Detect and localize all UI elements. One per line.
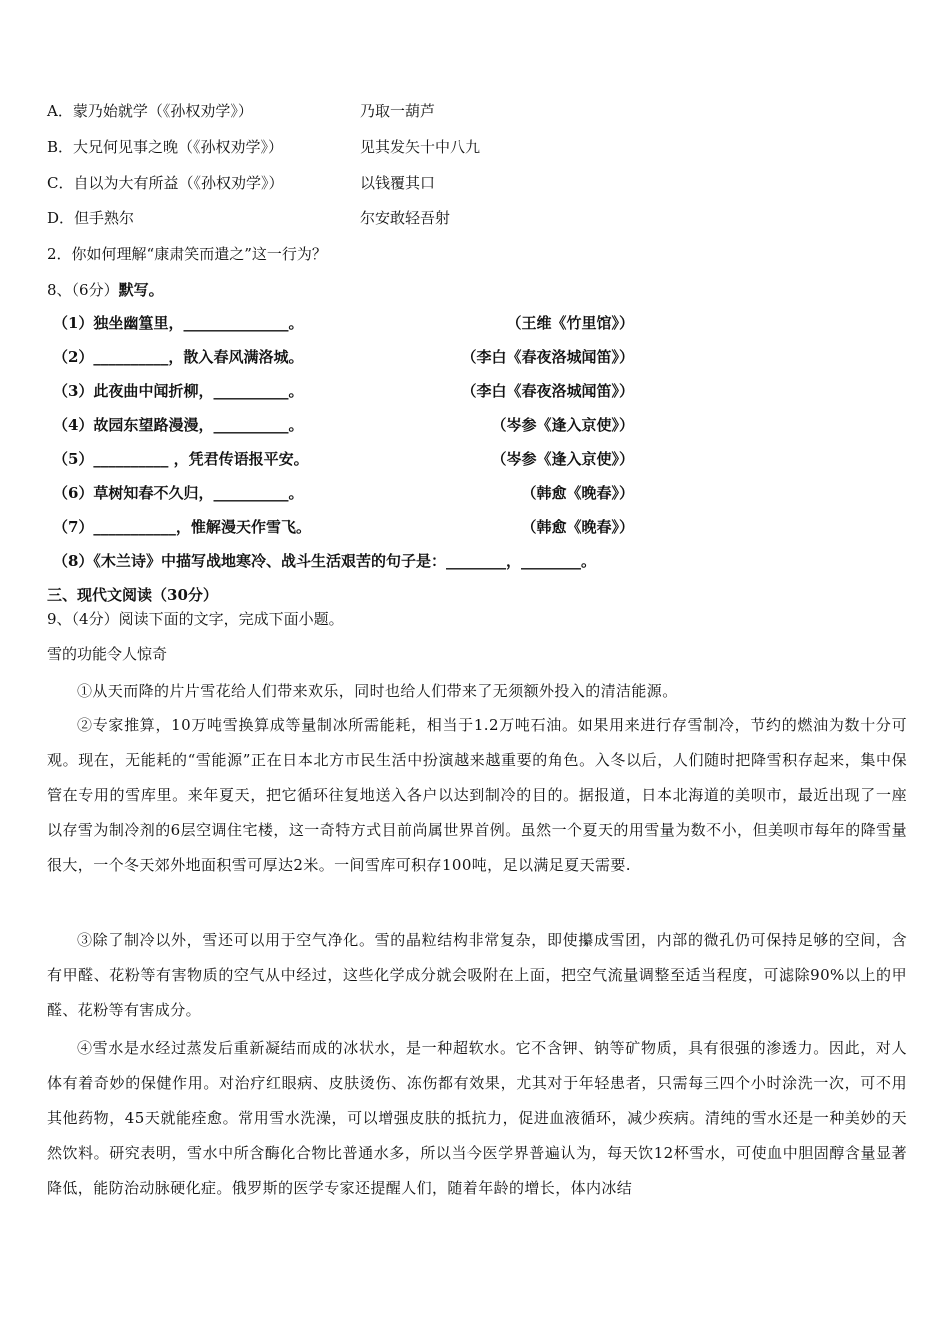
option-b-pair: 见其发矢十中八九 [360,138,481,156]
option-a-pair: 乃取一葫芦 [360,102,436,120]
dictation-item-1: （1）独坐幽篁里，______________。 [53,314,304,332]
dictation-source-5: （岑参《逢入京使》） [491,450,634,468]
option-d: D．但手熟尔 [47,209,135,227]
article-paragraph-4: ④雪水是水经过蒸发后重新凝结而成的冰状水，是一种超软水。它不含钾、钠等矿物质，具有很强的渗透力。因此，对人体有着奇妙的保健作用。对治疗红眼病、皮肤烫伤、冻伤都有效果，尤其对于年轻患者，只需每三四个小时涂洗一次，可不用其他药物，45天就能痊愈。常用雪水洗澡，可以增强皮肤的抵抗力，促进血液循环，减少疾病。清纯的雪水还是一种美妙的天然饮料。研究表明，雪水中所含酶化合物比普通水多，所以当今医学界普遍认为，每天饮12杯雪水，可使血中胆固醇含量显著降低，能防治动脉硬化症。俄罗斯的医学专家还提醒人们，随着年龄的增长，体内冰结 [47,1039,907,1197]
dictation-item-4: （4）故园东望路漫漫，__________。 [53,416,304,434]
dictation-item-7: （7）___________，惟解漫天作雪飞。 [53,518,311,536]
dictation-source-6: （韩愈《晚春》） [521,484,634,502]
dictation-source-1: （王维《竹里馆》） [506,314,634,332]
section-3-heading: 三、现代文阅读（30分） [47,586,218,604]
dictation-source-4: （岑参《逢入京使》） [491,416,634,434]
article-paragraph-2: ②专家推算，10万吨雪换算成等量制冰所需能耗，相当于1.2万吨石油。如果用来进行存雪制冷，节约的燃油为数十分可观。现在，无能耗的“雪能源”正在日本北方市民生活中扮演越来越重要的角色。入冬以后，人们随时把降雪积存起来，集中保管在专用的雪库里。来年夏天，把它循环往复地送入各户以达到制冷的目的。据报道，日本北海道的美呗市，最近出现了一座以存雪为制冷剂的6层空调住宅楼，这一奇特方式目前尚属世界首例。虽然一个夏天的用雪量为数不小，但美呗市每年的降雪量很大，一个冬天郊外地面积雪可厚达2米。一间雪库可积存100吨，足以满足夏天需要. [47,716,907,874]
option-d-pair: 尔安敢轻吾射 [360,209,451,227]
article-paragraph-1: ①从天而降的片片雪花给人们带来欢乐，同时也给人们带来了无须额外投入的清洁能源。 [77,682,678,700]
dictation-source-7: （韩愈《晚春》） [521,518,634,536]
article-paragraph-3: ③除了制冷以外，雪还可以用于空气净化。雪的晶粒结构非常复杂，即使攥成雪团，内部的微孔仍可保持足够的空间，含有甲醛、花粉等有害物质的空气从中经过，这些化学成分就会吸附在上面，把空气流量调整至适当程度，可滤除90%以上的甲醛、花粉等有害成分。 [47,931,907,1019]
dictation-item-2: （2）__________，散入春风满洛城。 [53,348,304,366]
option-c-pair: 以钱覆其口 [360,174,436,192]
dictation-source-3: （李白《春夜洛城闻笛》） [461,382,634,400]
question-9: 9、（4分）阅读下面的文字，完成下面小题。 [47,610,344,628]
dictation-item-5: （5）__________ ，凭君传语报平安。 [53,450,309,468]
option-c: C．自以为大有所益（《孙权劝学》） [47,174,284,192]
option-b: B．大兄何见事之晚（《孙权劝学》） [47,138,284,156]
question-2: 2．你如何理解“康肃笑而遣之”这一行为？ [47,245,327,263]
dictation-item-6: （6）草树知春不久归，__________。 [53,484,304,502]
dictation-item-8: （8）《木兰诗》中描写战地寒冷、战斗生活艰苦的句子是：________，________。 [53,552,596,570]
question-8-heading [47,280,164,300]
dictation-source-2: （李白《春夜洛城闻笛》） [461,348,634,366]
dictation-item-3: （3）此夜曲中闻折柳，__________。 [53,382,304,400]
question-8-prefix: 8、（6分） [47,281,119,299]
question-8-title: 默写。 [118,281,164,299]
article-title: 雪的功能令人惊奇 [47,645,168,663]
option-a: A．蒙乃始就学（《孙权劝学》） [47,102,253,120]
